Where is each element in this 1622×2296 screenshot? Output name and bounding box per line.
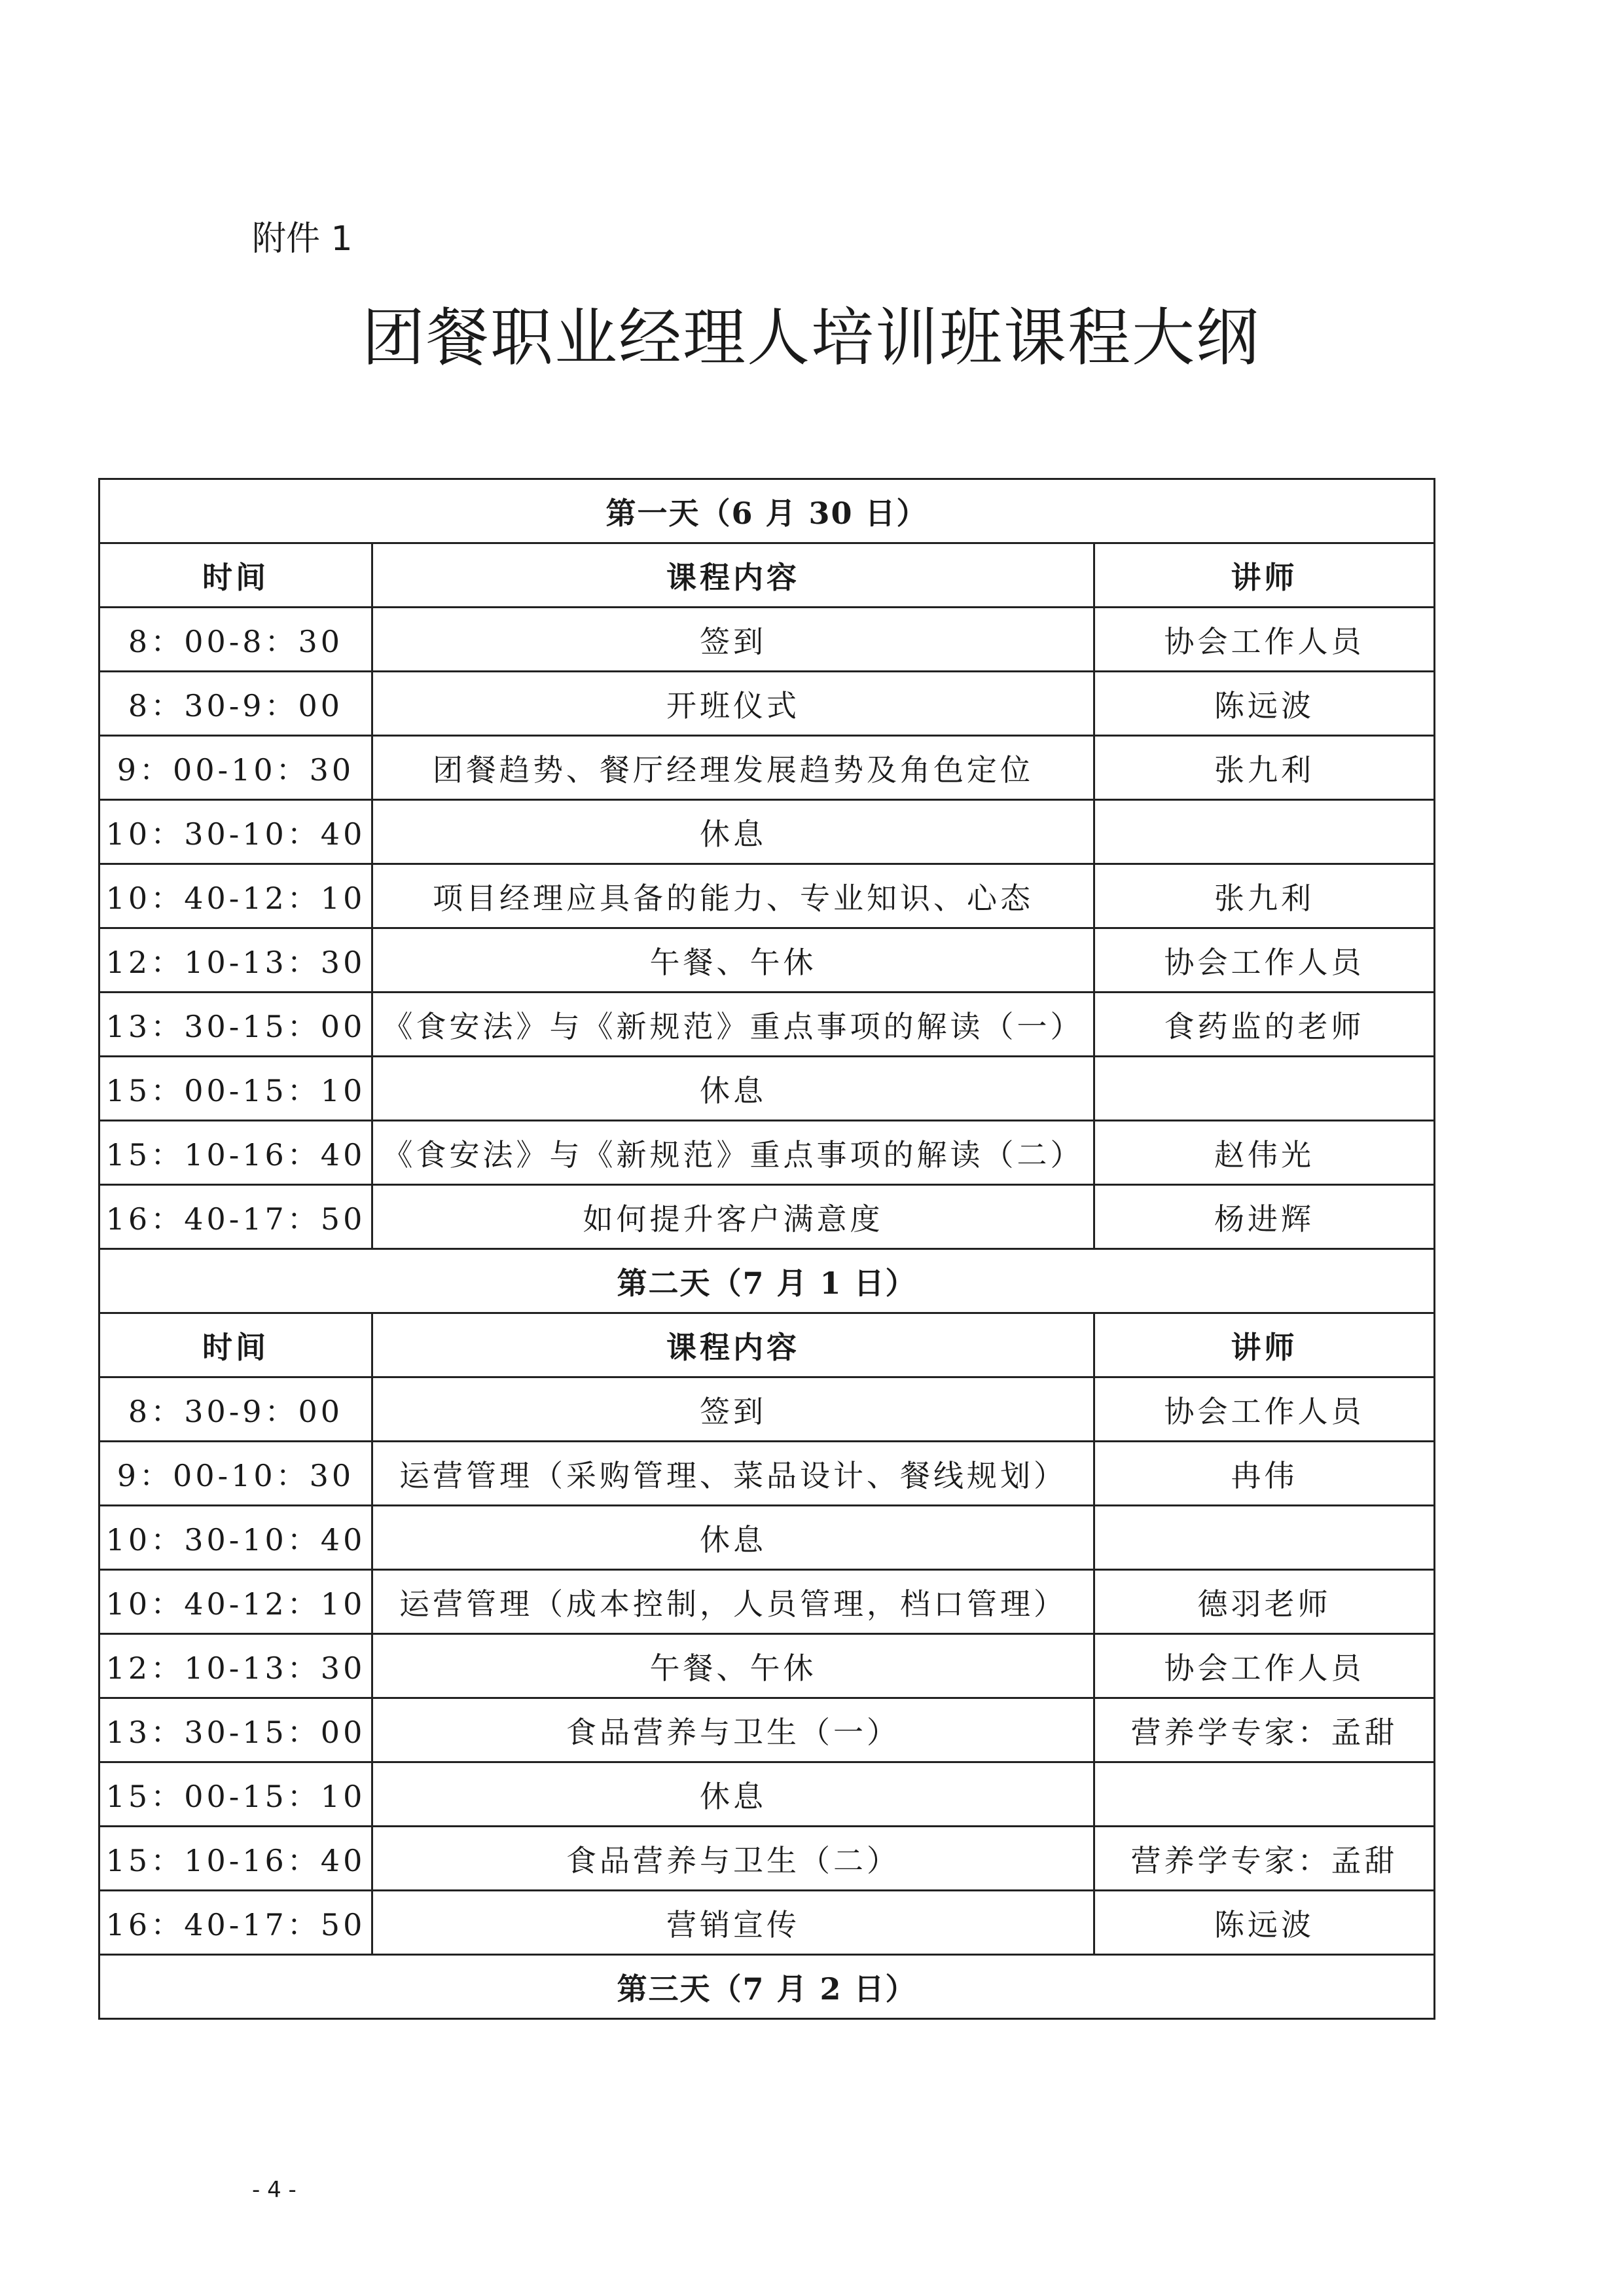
cell-time: 12：10-13：30 <box>99 1634 372 1698</box>
table-row <box>99 1377 1435 1442</box>
cell-content: 食品营养与卫生（二） <box>372 1827 1094 1891</box>
column-header-row <box>99 543 1435 608</box>
cell-teacher: 赵伟光 <box>1094 1121 1435 1185</box>
cell-teacher <box>1094 1057 1435 1121</box>
cell-content: 《食安法》与《新规范》重点事项的解读（二） <box>372 1121 1094 1185</box>
cell-content: 午餐、午休 <box>372 1634 1094 1698</box>
table-row <box>99 1185 1435 1249</box>
header-content: 课程内容 <box>372 543 1094 608</box>
cell-teacher: 营养学专家：孟甜 <box>1094 1698 1435 1762</box>
header-teacher: 讲师 <box>1094 543 1435 608</box>
day-label: 第三天（7 月 2 日） <box>99 1955 1435 2019</box>
table-row <box>99 1506 1435 1570</box>
cell-teacher: 张九利 <box>1094 736 1435 800</box>
cell-time: 10：30-10：40 <box>99 1506 372 1570</box>
header-content: 课程内容 <box>372 1313 1094 1377</box>
cell-content: 项目经理应具备的能力、专业知识、心态 <box>372 864 1094 928</box>
header-time: 时间 <box>99 1313 372 1377</box>
cell-time: 12：10-13：30 <box>99 928 372 993</box>
table-row <box>99 1634 1435 1698</box>
cell-time: 16：40-17：50 <box>99 1185 372 1249</box>
cell-teacher <box>1094 800 1435 864</box>
day-label: 第一天（6 月 30 日） <box>99 479 1435 543</box>
cell-time: 10：40-12：10 <box>99 864 372 928</box>
cell-time: 16：40-17：50 <box>99 1891 372 1955</box>
cell-content: 休息 <box>372 1506 1094 1570</box>
cell-teacher: 陈远波 <box>1094 1891 1435 1955</box>
cell-content: 午餐、午休 <box>372 928 1094 993</box>
cell-content: 签到 <box>372 608 1094 672</box>
header-time: 时间 <box>99 543 372 608</box>
cell-content: 食品营养与卫生（一） <box>372 1698 1094 1762</box>
table-row <box>99 1762 1435 1827</box>
day-label: 第二天（7 月 1 日） <box>99 1249 1435 1313</box>
cell-time: 15：00-15：10 <box>99 1057 372 1121</box>
table-row <box>99 1057 1435 1121</box>
cell-teacher <box>1094 1506 1435 1570</box>
cell-time: 9：00-10：30 <box>99 736 372 800</box>
column-header-row <box>99 1313 1435 1377</box>
cell-time: 10：40-12：10 <box>99 1570 372 1634</box>
table-row <box>99 608 1435 672</box>
cell-content: 开班仪式 <box>372 672 1094 736</box>
table-row <box>99 1698 1435 1762</box>
table-row <box>99 1121 1435 1185</box>
day-header-row <box>99 479 1435 543</box>
cell-teacher <box>1094 1762 1435 1827</box>
day-header-row <box>99 1249 1435 1313</box>
cell-content: 运营管理（成本控制，人员管理，档口管理） <box>372 1570 1094 1634</box>
cell-time: 9：00-10：30 <box>99 1442 372 1506</box>
cell-time: 8：30-9：00 <box>99 1377 372 1442</box>
cell-teacher: 营养学专家：孟甜 <box>1094 1827 1435 1891</box>
document-title: 团餐职业经理人培训班课程大纲 <box>362 301 1260 374</box>
cell-teacher: 协会工作人员 <box>1094 608 1435 672</box>
cell-content: 《食安法》与《新规范》重点事项的解读（一） <box>372 993 1094 1057</box>
cell-time: 8：30-9：00 <box>99 672 372 736</box>
cell-content: 团餐趋势、餐厅经理发展趋势及角色定位 <box>372 736 1094 800</box>
table-row <box>99 1827 1435 1891</box>
table-row <box>99 1570 1435 1634</box>
cell-content: 休息 <box>372 1762 1094 1827</box>
cell-teacher: 陈远波 <box>1094 672 1435 736</box>
table-row <box>99 864 1435 928</box>
table-row <box>99 800 1435 864</box>
course-schedule-table <box>98 478 1435 2020</box>
table-row <box>99 736 1435 800</box>
page-number: - 4 - <box>252 2177 297 2203</box>
header-teacher: 讲师 <box>1094 1313 1435 1377</box>
cell-teacher: 协会工作人员 <box>1094 1377 1435 1442</box>
cell-teacher: 冉伟 <box>1094 1442 1435 1506</box>
cell-time: 15：10-16：40 <box>99 1121 372 1185</box>
cell-content: 签到 <box>372 1377 1094 1442</box>
cell-content: 如何提升客户满意度 <box>372 1185 1094 1249</box>
cell-time: 15：10-16：40 <box>99 1827 372 1891</box>
cell-content: 休息 <box>372 800 1094 864</box>
cell-time: 15：00-15：10 <box>99 1762 372 1827</box>
cell-teacher: 张九利 <box>1094 864 1435 928</box>
cell-time: 13：30-15：00 <box>99 1698 372 1762</box>
cell-time: 13：30-15：00 <box>99 993 372 1057</box>
table-row <box>99 1442 1435 1506</box>
cell-content: 营销宣传 <box>372 1891 1094 1955</box>
table-row <box>99 928 1435 993</box>
schedule-body <box>99 479 1435 2019</box>
table-row <box>99 672 1435 736</box>
table-row <box>99 1891 1435 1955</box>
cell-teacher: 食药监的老师 <box>1094 993 1435 1057</box>
attachment-label: 附件 1 <box>252 219 353 259</box>
cell-teacher: 杨进辉 <box>1094 1185 1435 1249</box>
day-header-row <box>99 1955 1435 2019</box>
cell-teacher: 协会工作人员 <box>1094 1634 1435 1698</box>
cell-teacher: 协会工作人员 <box>1094 928 1435 993</box>
cell-time: 10：30-10：40 <box>99 800 372 864</box>
cell-time: 8：00-8：30 <box>99 608 372 672</box>
cell-teacher: 德羽老师 <box>1094 1570 1435 1634</box>
table-row <box>99 993 1435 1057</box>
cell-content: 运营管理（采购管理、菜品设计、餐线规划） <box>372 1442 1094 1506</box>
cell-content: 休息 <box>372 1057 1094 1121</box>
